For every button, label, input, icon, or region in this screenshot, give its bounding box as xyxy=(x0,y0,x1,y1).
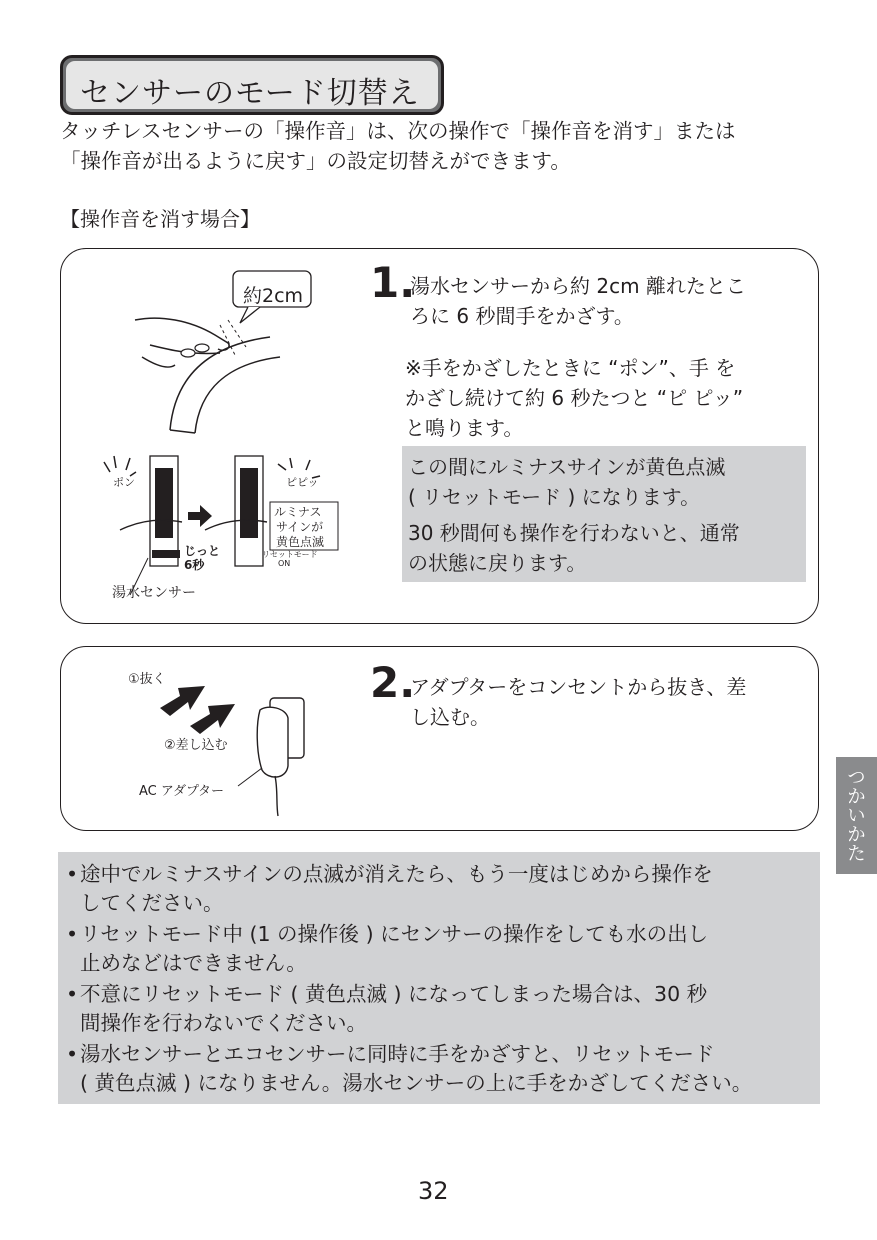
note-2-line-2: 止めなどはできません。 xyxy=(80,951,307,975)
bullet-dot: • xyxy=(66,922,79,946)
note-3-line-2: 間操作を行わないでください。 xyxy=(80,1011,367,1035)
bullet-dot: • xyxy=(66,1042,79,1066)
step1-line-2: ろに 6 秒間手をかざす。 xyxy=(410,304,634,328)
intro-line-1: タッチレスセンサーの「操作音」は、次の操作で「操作音を消す」または xyxy=(60,119,736,143)
note-4-line-1: 湯水センサーとエコセンサーに同時に手をかざすと、リセットモード xyxy=(80,1042,715,1066)
pon-label: ポン xyxy=(113,476,135,489)
plugin-label: ②差し込む xyxy=(164,738,228,753)
reset-mode-label-line-2: ON xyxy=(278,559,291,568)
step2-line-2: し込む。 xyxy=(410,705,490,729)
side-tab[interactable] xyxy=(836,757,877,874)
luminous-label-line-3: 黄色点滅 xyxy=(276,535,325,549)
step1-note xyxy=(405,353,815,443)
side-tab-label: つかいかた xyxy=(844,767,866,862)
sensor-label: 湯水センサー xyxy=(112,585,196,601)
step1-note-line-1: ※手をかざしたときに “ポン”、手 を xyxy=(405,356,736,380)
step1-instruction xyxy=(410,271,810,331)
section-title-inner xyxy=(66,61,438,109)
intro-paragraph xyxy=(60,116,820,176)
jitto-label-line-2: 6秒 xyxy=(184,558,205,572)
step2-instruction xyxy=(410,672,810,732)
unplug-label: ①抜く xyxy=(128,672,166,687)
section-title-box xyxy=(60,55,444,115)
note-1-line-2: してください。 xyxy=(80,891,224,915)
luminous-label-line-2: サインが xyxy=(276,520,324,534)
step1-highlight xyxy=(408,452,808,578)
note-1-line-1: 途中でルミナスサインの点滅が消えたら、もう一度はじめから操作を xyxy=(80,862,713,886)
step2-number: 2. xyxy=(370,658,416,707)
step1-note-line-2: かざし続けて約 6 秒たつと “ピ ピッ” xyxy=(405,386,744,410)
step1-highlight-line-4: の状態に戻ります。 xyxy=(408,551,587,575)
step2-line-1: アダプターをコンセントから抜き、差 xyxy=(410,675,747,699)
reset-mode-label-line-1: リセットモード xyxy=(262,550,318,559)
note-2-line-1: リセットモード中 (1 の操作後 ) にセンサーの操作をしても水の出し xyxy=(80,922,709,946)
luminous-label-line-1: ルミナス xyxy=(274,505,322,519)
adapter-label: AC アダプター xyxy=(139,784,225,799)
jitto-label-line-1: じっと xyxy=(184,544,221,558)
step1-highlight-line-3: 30 秒間何も操作を行わないと、通常 xyxy=(408,521,740,545)
note-3-line-1: 不意にリセットモード ( 黄色点滅 ) になってしまった場合は、30 秒 xyxy=(80,982,708,1006)
pipi-label: ピピッ xyxy=(286,476,319,489)
page-number: 32 xyxy=(418,1177,449,1205)
section-title: センサーのモード切替え xyxy=(80,76,420,111)
step1-note-line-3: と鳴ります。 xyxy=(405,416,524,440)
step1-number: 1. xyxy=(370,258,416,307)
intro-line-2: 「操作音が出るように戻す」の設定切替えができます。 xyxy=(60,149,571,173)
bullet-dot: • xyxy=(66,862,79,886)
note-4-line-2: ( 黄色点滅 ) になりません。湯水センサーの上に手をかざしてください。 xyxy=(80,1071,753,1095)
step1-highlight-line-2: ( リセットモード ) になります。 xyxy=(408,485,701,509)
bullet-dot: • xyxy=(66,982,79,1006)
distance-label: 約2cm xyxy=(243,285,304,307)
notes-box xyxy=(58,852,820,1104)
step1-highlight-line-1: この間にルミナスサインが黄色点滅 xyxy=(408,455,726,479)
step1-line-1: 湯水センサーから約 2cm 離れたとこ xyxy=(410,274,746,298)
subheading: 【操作音を消す場合】 xyxy=(60,207,260,231)
